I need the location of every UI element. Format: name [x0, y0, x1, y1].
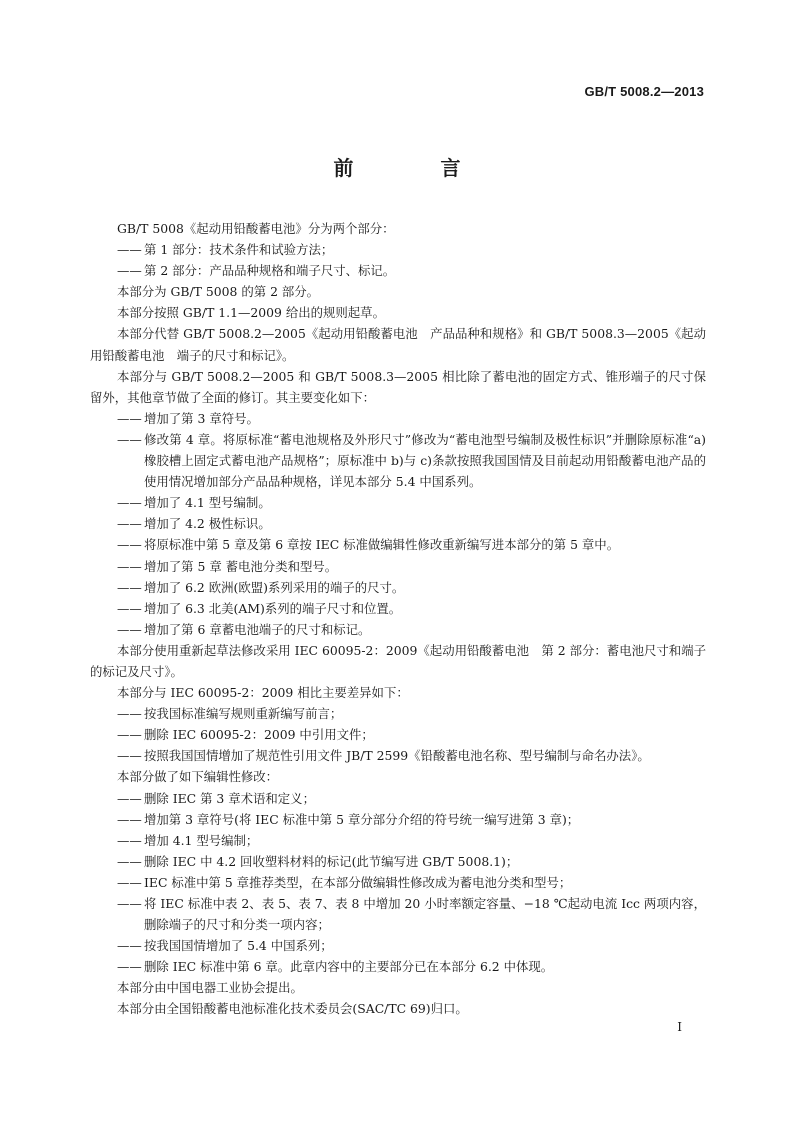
dash-item-text: 第 2 部分：产品品种规格和端子尺寸、标记。 — [144, 263, 396, 279]
dash-list-item — [90, 429, 706, 492]
dash-mark: —— — [117, 853, 142, 869]
dash-mark: —— — [117, 579, 142, 595]
dash-item-text: 按照我国国情增加了规范性引用文件 JB/T 2599《铅酸蓄电池名称、型号编制与命名办法》。 — [144, 748, 650, 764]
dash-mark: —— — [117, 263, 142, 279]
dash-mark: —— — [117, 537, 142, 553]
dash-list-item — [90, 872, 706, 893]
dash-item-text: 将原标准中第 5 章及第 6 章按 IEC 标准做编辑性修改重新编写进本部分的第 5 章中。 — [144, 537, 620, 553]
dash-list-item — [90, 830, 706, 851]
dash-mark: —— — [117, 832, 142, 848]
dash-mark: —— — [117, 748, 142, 764]
dash-mark: —— — [117, 410, 142, 426]
page-title: 前 言 — [333, 156, 501, 180]
dash-item-text: 删除 IEC 第 3 章术语和定义； — [144, 790, 315, 806]
dash-mark: —— — [117, 896, 142, 911]
paragraph: 本部分做了如下编辑性修改： — [117, 769, 279, 785]
dash-item-text: 删除 IEC 60095-2：2009 中引用文件； — [144, 727, 374, 743]
dash-list-item — [90, 619, 706, 640]
dash-list-item — [90, 893, 706, 935]
dash-mark: —— — [117, 790, 142, 806]
dash-list-item — [90, 598, 706, 619]
dash-item-text: 修改第 4 章。将原标准“蓄电池规格及外形尺寸”修改为“蓄电池型号编制及极性标识”并删除原标准“a)橡胶槽上固定式蓄电池产品规格”；原标准中 b)与 c)条款按照我国国情及目前起动用铅酸蓄电池产品的使用情况增加部分产品品种规格，详见本部分 5.4 中国系列。 — [144, 431, 706, 490]
dash-item-text: 增加了第 3 章符号。 — [144, 410, 259, 426]
dash-item-text: 增加第 3 章符号(将 IEC 标准中第 5 章分部分介绍的符号统一编写进第 3 章)； — [144, 811, 580, 827]
dash-mark: —— — [117, 874, 142, 890]
dash-mark: —— — [117, 959, 142, 975]
dash-item-text: 按我国标准编写规则重新编写前言； — [144, 706, 343, 722]
dash-item-text: 删除 IEC 标准中第 6 章。此章内容中的主要部分已在本部分 6.2 中体现。 — [144, 959, 554, 975]
dash-mark: —— — [117, 242, 142, 258]
dash-mark: —— — [117, 938, 142, 954]
paragraph: 本部分为 GB/T 5008 的第 2 部分。 — [117, 284, 320, 300]
dash-item-text: 增加了第 5 章 蓄电池分类和型号。 — [144, 558, 338, 574]
dash-mark: —— — [117, 495, 142, 511]
dash-item-text: 增加 4.1 型号编制； — [144, 832, 259, 848]
dash-list-item — [90, 935, 706, 956]
dash-mark: —— — [117, 431, 142, 447]
dash-mark: —— — [117, 621, 142, 637]
dash-list-item — [90, 809, 706, 830]
dash-item-text: 增加了第 6 章蓄电池端子的尺寸和标记。 — [144, 621, 371, 637]
paragraph: 本部分代替 GB/T 5008.2—2005《起动用铅酸蓄电池 产品品种和规格》和 GB/T 5008.3—2005《起动用铅酸蓄电池 端子的尺寸和标记》。 — [90, 326, 706, 363]
dash-item-text: 增加了 6.2 欧洲(欧盟)系列采用的端子的尺寸。 — [144, 579, 405, 595]
dash-list-item — [90, 408, 706, 429]
dash-list-item — [90, 492, 706, 513]
dash-item-text: 将 IEC 标准中表 2、表 5、表 7、表 8 中增加 20 小时率额定容量、−18 ℃起动电流 Icc 两项内容，删除端子的尺寸和分类一项内容； — [144, 896, 706, 933]
dash-item-text: 增加了 4.1 型号编制。 — [144, 495, 271, 511]
dash-mark: —— — [117, 811, 142, 827]
dash-item-text: 增加了 4.2 极性标识。 — [144, 516, 271, 532]
dash-mark: —— — [117, 558, 142, 574]
dash-item-text: IEC 标准中第 5 章推荐类型，在本部分做编辑性修改成为蓄电池分类和型号； — [144, 874, 572, 890]
dash-mark: —— — [117, 600, 142, 616]
dash-list-item — [90, 724, 706, 745]
dash-list-item — [90, 703, 706, 724]
dash-list-item — [90, 239, 706, 260]
dash-item-text: 第 1 部分：技术条件和试验方法； — [144, 242, 334, 258]
paragraph: 本部分与 GB/T 5008.2—2005 和 GB/T 5008.3—2005 相比除了蓄电池的固定方式、锥形端子的尺寸保留外，其他章节做了全面的修订。其主要变化如下： — [90, 368, 706, 405]
paragraph: 本部分与 IEC 60095-2：2009 相比主要差异如下： — [117, 685, 409, 701]
dash-list-item — [90, 260, 706, 281]
dash-list-item — [90, 513, 706, 534]
paragraph: 本部分按照 GB/T 1.1—2009 给出的规则起草。 — [117, 305, 385, 321]
dash-list-item — [90, 577, 706, 598]
dash-list-item — [90, 788, 706, 809]
paragraph: 本部分由全国铅酸蓄电池标准化技术委员会(SAC/TC 69)归口。 — [117, 1001, 468, 1017]
dash-mark: —— — [117, 516, 142, 532]
dash-list-item — [90, 956, 706, 977]
dash-list-item — [90, 851, 706, 872]
dash-list-item — [90, 745, 706, 766]
standard-number: GB/T 5008.2—2013 — [584, 84, 704, 99]
dash-item-text: 删除 IEC 中 4.2 回收塑料材料的标记(此节编写进 GB/T 5008.1)； — [144, 853, 519, 869]
dash-mark: —— — [117, 706, 142, 722]
dash-list-item — [90, 556, 706, 577]
paragraph: GB/T 5008《起动用铅酸蓄电池》分为两个部分： — [117, 221, 395, 236]
foreword-body — [90, 218, 706, 1020]
dash-mark: —— — [117, 727, 142, 743]
paragraph: 本部分使用重新起草法修改采用 IEC 60095-2：2009《起动用铅酸蓄电池 第 2 部分：蓄电池尺寸和端子的标记及尺寸》。 — [90, 642, 706, 679]
page-number: I — [677, 1020, 682, 1034]
paragraph: 本部分由中国电器工业协会提出。 — [117, 980, 303, 996]
dash-item-text: 按我国国情增加了 5.4 中国系列； — [144, 938, 333, 954]
dash-list-item — [90, 534, 706, 555]
dash-item-text: 增加了 6.3 北美(AM)系列的端子尺寸和位置。 — [144, 600, 402, 616]
